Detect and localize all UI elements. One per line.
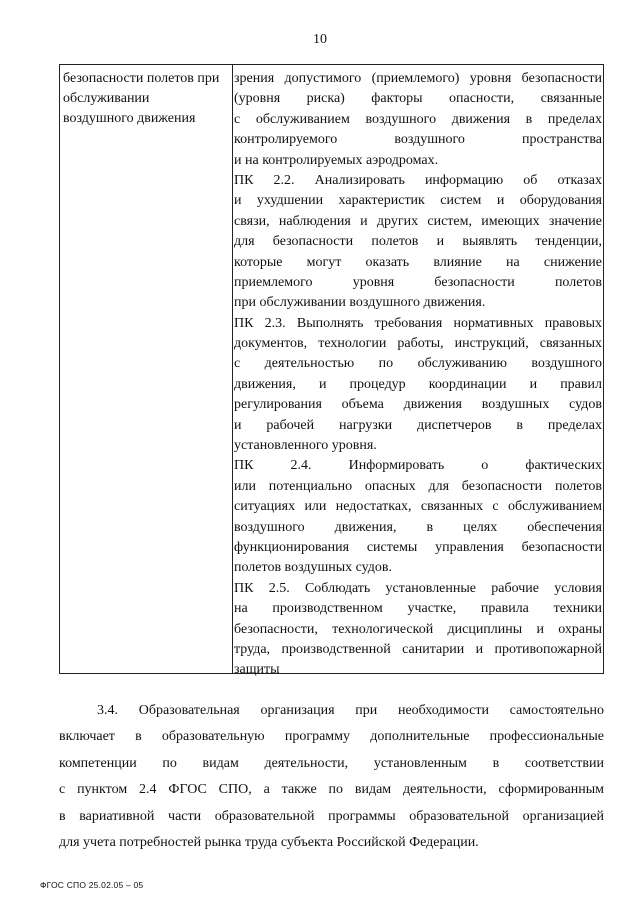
paragraph-line: с пунктом 2.4 ФГОС СПО, а также по видам деятельности, сформированным <box>59 782 604 798</box>
competency-line: и на контролируемых аэродромах. <box>234 152 439 168</box>
competency-line: движения, и процедур координации и правил <box>234 376 602 392</box>
competency-block-pk-2-5 <box>234 579 602 681</box>
competency-block-pk-2-3 <box>234 314 602 457</box>
competency-line: труда, производственной санитарии и противопожарной <box>234 641 602 657</box>
left-cell-line: безопасности полетов при <box>63 71 220 86</box>
competency-line: функционирования системы управления безопасности <box>234 539 602 555</box>
competencies-cell <box>234 69 602 681</box>
competency-line: ситуациях или недостатках, связанных с обслуживанием <box>234 499 602 515</box>
competency-line: и ухудшении характеристик систем и оборудования <box>234 193 602 209</box>
competency-line: или потенциально опасных для безопасности полетов <box>234 478 602 494</box>
competency-line: защиты <box>234 662 280 678</box>
column-divider <box>232 65 233 673</box>
competency-line: контролируемого воздушного пространства <box>234 132 602 148</box>
page-number: 10 <box>313 32 327 47</box>
paragraph-line: в вариативной части образовательной программы образовательной организацией <box>59 808 604 824</box>
left-cell-line: воздушного движения <box>63 111 196 126</box>
document-footer: ФГОС СПО 25.02.05 – 05 <box>40 880 144 890</box>
competency-line: для безопасности полетов и выявлять тенденции, <box>234 234 602 250</box>
paragraph-line: для учета потребностей рынка труда субъекта Российской Федерации. <box>59 834 479 850</box>
competency-line: зрения допустимого (приемлемого) уровня безопасности <box>234 71 602 86</box>
competency-line: безопасности, технологической дисциплины и охраны <box>234 621 602 637</box>
competency-line: ПК 2.4. Информировать о фактических <box>234 458 602 474</box>
competency-line: связи, наблюдения и других систем, имеющих значение <box>234 213 602 229</box>
competency-line: ПК 2.5. Соблюдать установленные рабочие условия <box>234 580 602 596</box>
competency-line: ПК 2.3. Выполнять требования нормативных правовых <box>234 315 602 331</box>
competency-line: полетов воздушных судов. <box>234 560 393 576</box>
paragraph-line: компетенции по видам деятельности, установленным в соответствии <box>59 755 604 771</box>
competency-line: воздушного движения, в целях обеспечения <box>234 519 602 535</box>
competency-line: с обслуживанием воздушного движения в пределах <box>234 111 602 127</box>
competency-block-pk-2-4 <box>234 456 602 578</box>
competency-line: регулирования объема движения воздушных судов <box>234 397 602 413</box>
competency-line: которые могут оказать влияние на снижение <box>234 254 602 270</box>
competency-line: установленного уровня. <box>234 438 377 454</box>
competency-line: при обслуживании воздушного движения. <box>234 295 486 311</box>
competencies-table <box>59 64 604 678</box>
competency-line: и рабочей нагрузки диспетчеров в пределах <box>234 417 602 433</box>
competency-line: документов, технологии работы, инструкций, связанных <box>234 336 602 352</box>
left-cell-line: обслуживании <box>63 91 150 106</box>
activity-type-cell <box>63 69 228 129</box>
paragraph-line: включает в образовательную программу дополнительные профессиональные <box>59 729 604 745</box>
body-paragraph-3-4 <box>59 698 604 856</box>
paragraph-line: 3.4. Образовательная организация при необходимости самостоятельно <box>97 703 604 718</box>
competency-line: с деятельностью по обслуживанию воздушного <box>234 356 602 372</box>
competency-line: (уровня риска) факторы опасности, связанные <box>234 91 602 107</box>
competency-block-pk-2-2 <box>234 171 602 314</box>
competency-line: на производственном участке, правила техники <box>234 601 602 617</box>
competency-block-continuation <box>234 69 602 171</box>
competency-line: ПК 2.2. Анализировать информацию об отказах <box>234 172 602 188</box>
competency-line: приемлемого уровня безопасности полетов <box>234 274 602 290</box>
